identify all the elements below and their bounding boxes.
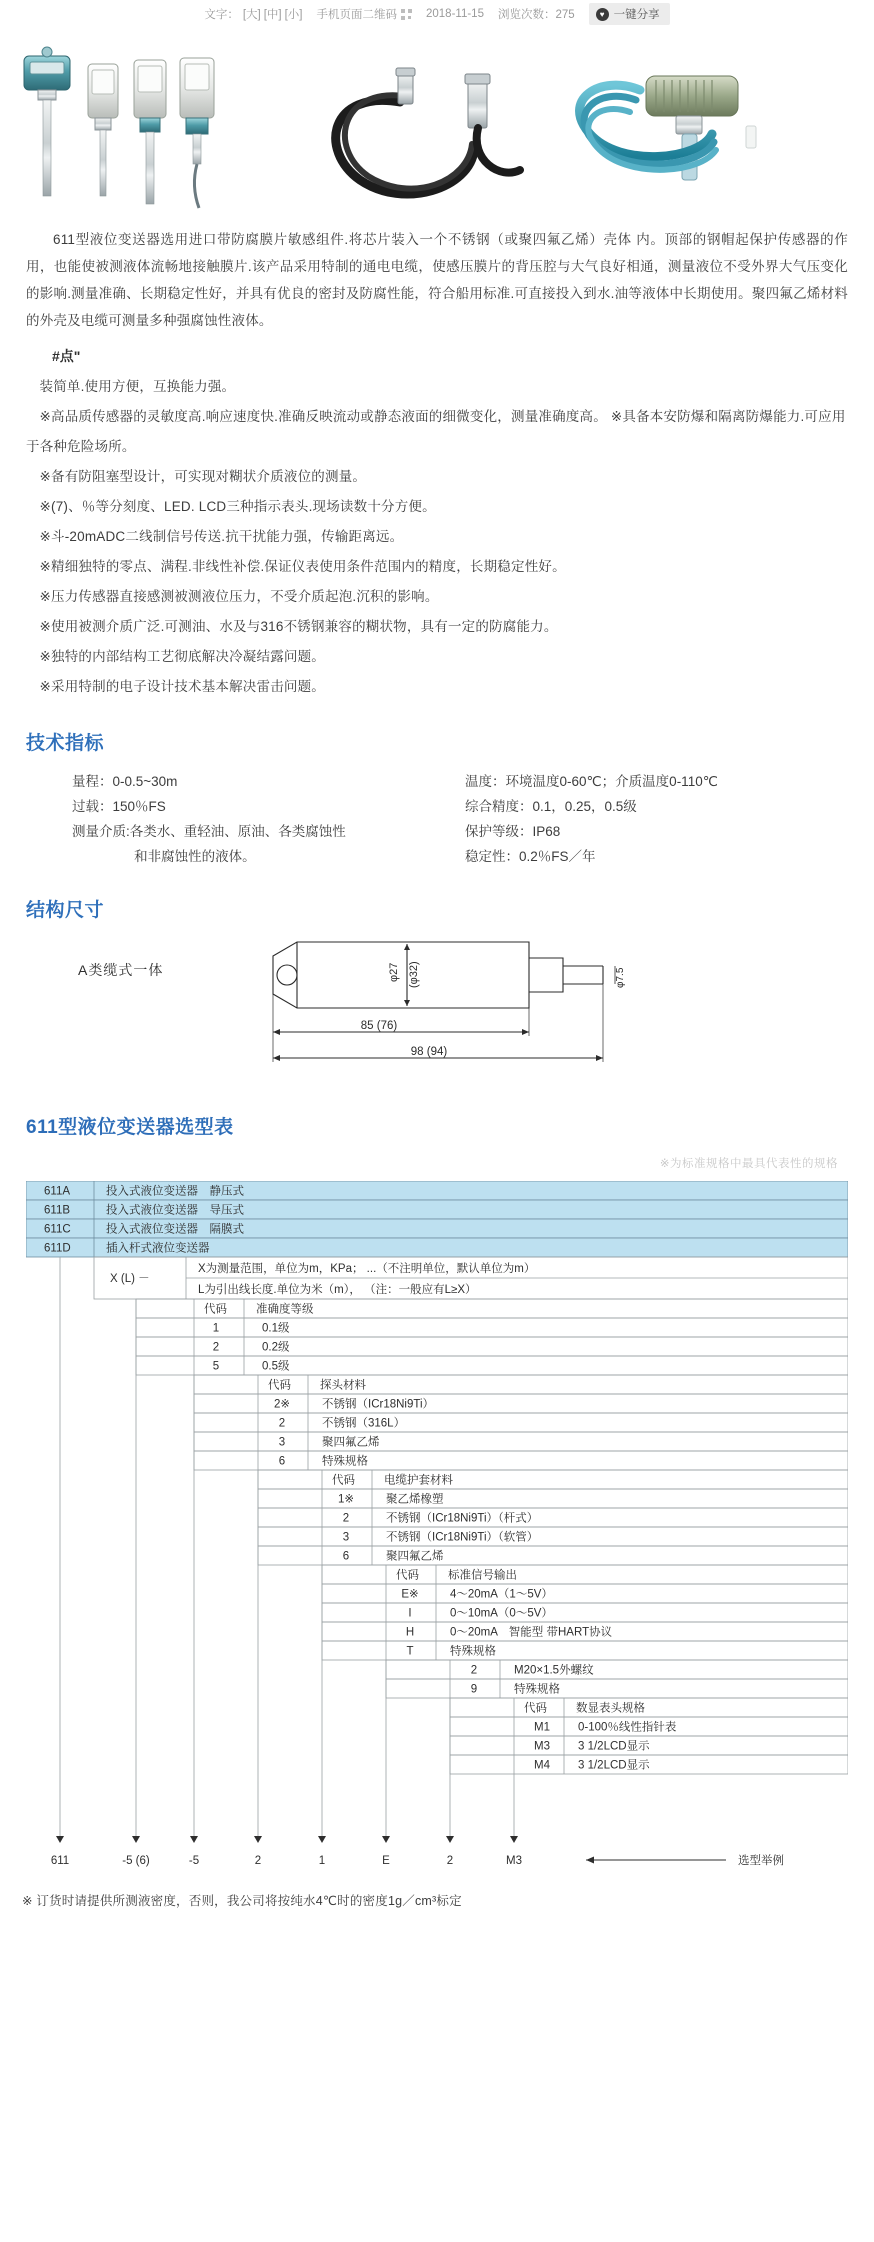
selection-note: ※为标准规格中最具代表性的规格 xyxy=(659,1158,838,1170)
row-code: 2 xyxy=(212,1341,220,1354)
row-desc: 4～20mA（1～5V） xyxy=(450,1588,553,1601)
feature-item: ※精细独特的零点、满程.非线性补偿.保证仪表使用条件范围内的精度，长期稳定性好。 xyxy=(39,559,566,574)
row-code: 2 xyxy=(278,1417,286,1430)
meta-bar xyxy=(0,0,874,26)
row-desc: 0.5级 xyxy=(262,1360,290,1373)
row-code: M3 xyxy=(534,1740,550,1753)
model-desc: 投入式液位变送器 隔膜式 xyxy=(106,1223,244,1236)
row-desc: 3 1/2LCD显示 xyxy=(578,1759,650,1772)
row-code: 6 xyxy=(278,1455,286,1468)
font-size-label: 文字： xyxy=(204,9,239,21)
row-code: 9 xyxy=(470,1683,478,1696)
share-button-label: 一键分享 xyxy=(613,9,660,21)
row-code: 3 xyxy=(278,1436,286,1449)
row-code: 2 xyxy=(470,1664,478,1677)
row-desc: 特殊规格 xyxy=(450,1645,496,1658)
row-desc: 0.2级 xyxy=(262,1341,290,1354)
product-photo-strip xyxy=(0,30,874,226)
col-header-desc: 数显表头规格 xyxy=(576,1702,645,1715)
row-code: 6 xyxy=(342,1550,350,1563)
selection-table xyxy=(26,1181,848,1881)
selection-table-svg xyxy=(26,1181,848,1881)
tech-spec-right-column xyxy=(465,769,848,869)
row-desc: M20×1.5外螺纹 xyxy=(514,1664,594,1677)
range-label: X (L) － xyxy=(110,1273,150,1285)
dim-len-outer-text: 98 (94) xyxy=(410,1046,448,1058)
row-desc: 聚四氟乙烯 xyxy=(386,1550,444,1563)
row-code: E※ xyxy=(401,1588,419,1601)
font-size-small[interactable]: [小] xyxy=(284,9,303,21)
col-header-desc: 准确度等级 xyxy=(256,1303,314,1316)
selection-heading: 611型液位变送器选型表 xyxy=(26,1117,234,1138)
publish-date: 2018-11-15 xyxy=(426,8,484,20)
example-cell: 2 xyxy=(254,1855,262,1867)
model-desc: 投入式液位变送器 静压式 xyxy=(106,1185,244,1198)
row-code: 1 xyxy=(212,1322,220,1335)
row-desc: 0-100％线性指针表 xyxy=(578,1721,677,1734)
photo-probe-group-2 xyxy=(336,68,520,194)
row-desc: 3 1/2LCD显示 xyxy=(578,1740,650,1753)
row-code: 1※ xyxy=(337,1493,355,1506)
dim-diameter-text: φ27 xyxy=(388,962,400,982)
row-desc: 不锈钢（316L） xyxy=(322,1417,406,1430)
view-count: 浏览次数：275 xyxy=(497,9,575,21)
row-desc: 不锈钢（ICr18Ni9Ti）（杆式） xyxy=(386,1512,539,1525)
range-row: X为测量范围，单位为m，KPa； ...（不注明单位，默认单位为m） xyxy=(198,1263,536,1275)
feature-item: ※独特的内部结构工艺彻底解决冷凝结露问题。 xyxy=(39,649,326,664)
example-row xyxy=(51,1853,784,1867)
feature-item: ※斗-20mADC二线制信号传送.抗干扰能力强，传输距离远。 xyxy=(39,529,404,544)
feature-item: 装简单.使用方便，互换能力强。 xyxy=(39,379,236,394)
feature-item: ※使用被测介质广泛.可测油、水及与316不锈钢兼容的糊状物，具有一定的防腐能力。 xyxy=(39,619,558,634)
features-heading: #点" xyxy=(52,348,81,364)
model-code: 611B xyxy=(44,1204,71,1217)
row-code: 3 xyxy=(342,1531,350,1544)
row-code: T xyxy=(406,1645,414,1658)
tech-spec-heading: 技术指标 xyxy=(26,733,105,754)
photo-probe-group-3 xyxy=(580,76,756,180)
feature-item: ※采用特制的电子设计技术基本解决雷击问题。 xyxy=(39,679,326,694)
intro-paragraph: 611型液位变送器选用进口带防腐膜片敏感组件.将芯片装入一个不锈钢（或聚四氟乙烯）壳体 内。顶部的钢帽起保护传感器的作用，也能使被测液体流畅地接触膜片.该产品采用特制的通电电缆，使感压膜片的背压腔与大气良好相通，测量液位不受外界大气压变化的影响.测量准确、长期稳定性好，并具有优良的密封及防腐性能，符合船用标准.可直接投入到水.油等液体中长期使用。聚四氟乙烯材料的外壳及电缆可测量多种强腐蚀性液体。 xyxy=(26,232,848,328)
spec-range: 量程：0-0.5~30m xyxy=(72,774,178,789)
row-code: M1 xyxy=(534,1721,550,1734)
range-row: L为引出线长度.单位为米（m）， （注：一般应有L≥X） xyxy=(198,1284,477,1296)
feature-item: ※备有防阻塞型设计，可实现对糊状介质液位的测量。 xyxy=(39,469,367,484)
feature-item: ※(7)、％等分刻度、LED. LCD三种指示表头.现场读数十分方便。 xyxy=(39,499,436,514)
mobile-qr-block[interactable] xyxy=(317,6,413,22)
row-desc: 0～20mA 智能型 带HART协议 xyxy=(450,1626,613,1639)
model-code: 611A xyxy=(44,1185,71,1198)
col-header-desc: 探头材料 xyxy=(320,1379,366,1392)
share-button[interactable] xyxy=(589,3,670,25)
spec-stability: 稳定性：0.2％FS／年 xyxy=(465,849,596,864)
spec-protection: 保护等级：IP68 xyxy=(465,824,561,839)
col-header-code: 代码 xyxy=(396,1569,419,1582)
font-size-medium[interactable]: [中] xyxy=(263,9,282,21)
row-desc: 特殊规格 xyxy=(322,1455,368,1468)
col-header-code: 代码 xyxy=(524,1702,547,1715)
model-code: 611C xyxy=(44,1223,71,1236)
example-cell: 611 xyxy=(50,1855,70,1867)
structure-heading: 结构尺寸 xyxy=(26,900,105,921)
accuracy-block xyxy=(136,1299,848,1375)
dim-diameter-alt-text: (φ32) xyxy=(408,961,420,988)
example-cell: M3 xyxy=(506,1855,522,1867)
spec-accuracy: 综合精度：0.1，0.25，0.5级 xyxy=(465,799,637,814)
product-photos-illustration xyxy=(0,30,874,226)
structure-type-label: A类缆式一体 xyxy=(78,962,164,978)
example-cell: 1 xyxy=(318,1855,326,1867)
tech-spec-grid xyxy=(26,769,848,869)
spec-medium-cont: 和非腐蚀性的液体。 xyxy=(134,849,256,864)
spec-medium: 测量介质:各类水、重轻油、原油、各类腐蚀性 xyxy=(72,824,346,839)
example-cell: -5 (6) xyxy=(122,1855,150,1867)
row-desc: 特殊规格 xyxy=(514,1683,560,1696)
mobile-qr-label: 手机页面二维码 xyxy=(316,9,397,21)
col-header-code: 代码 xyxy=(332,1474,355,1487)
order-footnote: ※ 订货时请提供所测液密度，否则，我公司将按纯水4℃时的密度1g／cm³标定 xyxy=(22,1894,462,1908)
row-desc: 聚乙烯橡塑 xyxy=(386,1493,444,1506)
photo-probe-group-1 xyxy=(24,47,214,208)
structure-dimension-drawing xyxy=(26,936,848,1086)
row-code: 5 xyxy=(212,1360,220,1373)
spec-temperature: 温度：环境温度0-60℃；介质温度0-110℃ xyxy=(465,774,718,789)
row-code: M4 xyxy=(534,1759,550,1772)
tech-spec-left-column xyxy=(72,769,455,869)
feature-item: ※压力传感器直接感测被测液位压力，不受介质起泡.沉积的影响。 xyxy=(39,589,439,604)
share-heart-icon: ♥ xyxy=(596,8,609,21)
example-cell: E xyxy=(382,1855,390,1867)
probe-material-block xyxy=(194,1375,848,1470)
example-label: 选型举例 xyxy=(738,1855,784,1867)
col-header-desc: 标准信号输出 xyxy=(448,1569,517,1582)
row-code: I xyxy=(408,1607,412,1620)
col-header-code: 代码 xyxy=(268,1379,291,1392)
model-desc: 插入杆式液位变送器 xyxy=(106,1242,210,1255)
row-desc: 0～10mA（0～5V） xyxy=(450,1607,553,1620)
row-desc: 不锈钢（ICr18Ni9Ti）（软管） xyxy=(386,1531,539,1544)
row-code: 2※ xyxy=(273,1398,291,1411)
thread-spec-block xyxy=(386,1660,848,1698)
dim-cable-text: φ7.5 xyxy=(615,967,626,988)
example-cell: 2 xyxy=(446,1855,454,1867)
leader-arrow-heads xyxy=(56,1836,518,1843)
row-desc: 0.1级 xyxy=(262,1322,290,1335)
qr-code-icon xyxy=(401,9,412,20)
col-header-desc: 电缆护套材料 xyxy=(384,1474,453,1487)
dimension-svg xyxy=(211,936,771,1086)
row-code: H xyxy=(405,1626,415,1639)
dim-len-inner-text: 85 (76) xyxy=(360,1020,398,1032)
feature-item: ※高品质传感器的灵敏度高.响应速度快.准确反映流动或静态液面的细微变化，测量准确度高。 ※具备本安防爆和隔离防爆能力.可应用于各种危险场所。 xyxy=(26,409,846,454)
model-desc: 投入式液位变送器 导压式 xyxy=(106,1204,244,1217)
row-code: 2 xyxy=(342,1512,350,1525)
row-desc: 不锈钢（ICr18Ni9Ti） xyxy=(322,1398,435,1411)
font-size-large[interactable]: [大] xyxy=(242,9,261,21)
spec-overload: 过载：150％FS xyxy=(72,799,166,814)
font-size-control xyxy=(204,6,302,22)
model-rows xyxy=(26,1181,848,1257)
row-desc: 聚四氟乙烯 xyxy=(322,1436,380,1449)
example-cell: -5 xyxy=(188,1855,200,1867)
col-header-code: 代码 xyxy=(204,1303,227,1316)
model-code: 611D xyxy=(44,1242,71,1255)
